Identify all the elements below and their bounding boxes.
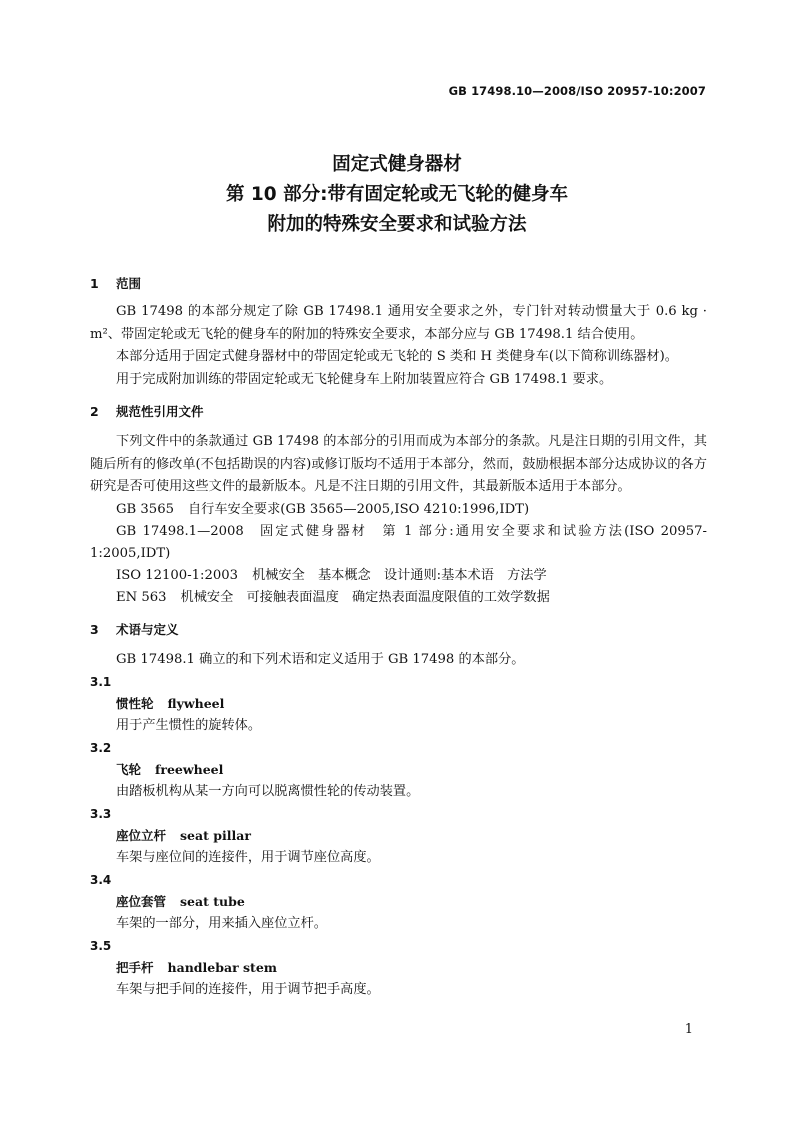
term-en: seat pillar: [180, 828, 251, 843]
document-title: [0, 150, 794, 240]
term-zh: 惯性轮: [116, 696, 154, 711]
term-heading: [90, 891, 707, 913]
reference-item: [90, 499, 707, 521]
term-zh: 座位立杆: [116, 828, 167, 843]
title-line-3: 附加的特殊安全要求和试验方法: [267, 214, 527, 235]
term-number: 3.2: [90, 741, 112, 755]
term-en: flywheel: [167, 696, 225, 711]
term-number: 3.5: [90, 939, 112, 953]
section-heading-scope: [90, 273, 707, 295]
term-definition: 由踏板机构从某一方向可以脱离惯性轮的传动装置。: [116, 784, 420, 799]
document-body: [90, 273, 707, 1001]
term-heading: [90, 759, 707, 781]
scope-paragraph-1: GB 17498 的本部分规定了除 GB 17498.1 通用安全要求之外，专门针对转动惯量大于 0.6 kg · m²、带固定轮或无飞轮的健身车的附加的特殊安全要求，本部分应与 GB 17498.1 结合使用。: [90, 304, 707, 342]
section-number: 2: [90, 404, 99, 419]
term-en: handlebar stem: [167, 960, 278, 975]
term-zh: 把手杆: [116, 960, 154, 975]
title-line-1: 固定式健身器材: [332, 154, 462, 175]
reference-code: GB 3565: [116, 501, 174, 517]
section-title: 范围: [116, 276, 142, 291]
term-number: 3.1: [90, 675, 112, 689]
scope-paragraph-2: 本部分适用于固定式健身器材中的带固定轮或无飞轮的 S 类和 H 类健身车(以下简称训练器材)。: [116, 349, 678, 364]
scope-paragraph-3: 用于完成附加训练的带固定轮或无飞轮健身车上附加装置应符合 GB 17498.1 要求。: [116, 371, 613, 387]
term-zh: 飞轮: [116, 762, 142, 777]
standard-code-header: GB 17498.10—2008/ISO 20957-10:2007: [448, 84, 706, 98]
section-number: 1: [90, 276, 99, 291]
term-definition: 车架与把手间的连接件，用于调节把手高度。: [116, 982, 380, 997]
reference-code: ISO 12100-1:2003: [116, 567, 239, 583]
section-heading-terms: [90, 619, 707, 641]
term-number: 3.3: [90, 807, 112, 821]
reference-code: GB 17498.1—2008: [116, 523, 244, 539]
title-line-2: 第 10 部分:带有固定轮或无飞轮的健身车: [225, 184, 569, 205]
terms-intro-paragraph: GB 17498.1 确立的和下列术语和定义适用于 GB 17498 的本部分。: [116, 651, 525, 667]
term-definition: 用于产生惯性的旋转体。: [116, 718, 262, 733]
term-en: freewheel: [155, 762, 224, 777]
reference-item: [90, 565, 707, 587]
reference-text: 机械安全 可接触表面温度 确定热表面温度限值的工效学数据: [180, 589, 550, 605]
term-heading: [90, 693, 707, 715]
section-number: 3: [90, 621, 99, 637]
reference-item: [90, 521, 707, 565]
page-number: 1: [684, 1022, 693, 1037]
reference-code: EN 563: [116, 589, 167, 605]
reference-item: [90, 587, 707, 609]
reference-text: 机械安全 基本概念 设计通则:基本术语 方法学: [252, 567, 547, 583]
term-en: seat tube: [180, 894, 245, 909]
reference-text: 固定式健身器材 第 1 部分:通用安全要求和试验方法(ISO 20957-1:2005,IDT): [90, 523, 708, 561]
reference-text: 自行车安全要求(GB 3565—2005,ISO 4210:1996,IDT): [187, 501, 530, 517]
references-intro-paragraph: 下列文件中的条款通过 GB 17498 的本部分的引用而成为本部分的条款。凡是注日期的引用文件，其随后所有的修改单(不包括勘误的内容)或修订版均不适用于本部分，然而，鼓励根据本部分达成协议的各方研究是否可使用这些文件的最新版本。凡是不注日期的引用文件，其最新版本适用于本部分。: [90, 434, 707, 494]
section-heading-normative-references: [90, 401, 707, 423]
term-zh: 座位套管: [116, 894, 167, 909]
section-title: 规范性引用文件: [116, 404, 204, 419]
section-title: 术语与定义: [116, 621, 179, 637]
term-heading: [90, 825, 707, 847]
term-number: 3.4: [90, 873, 112, 887]
term-definition: 车架的一部分，用来插入座位立杆。: [116, 916, 327, 931]
term-heading: [90, 957, 707, 979]
term-definition: 车架与座位间的连接件，用于调节座位高度。: [116, 850, 380, 865]
